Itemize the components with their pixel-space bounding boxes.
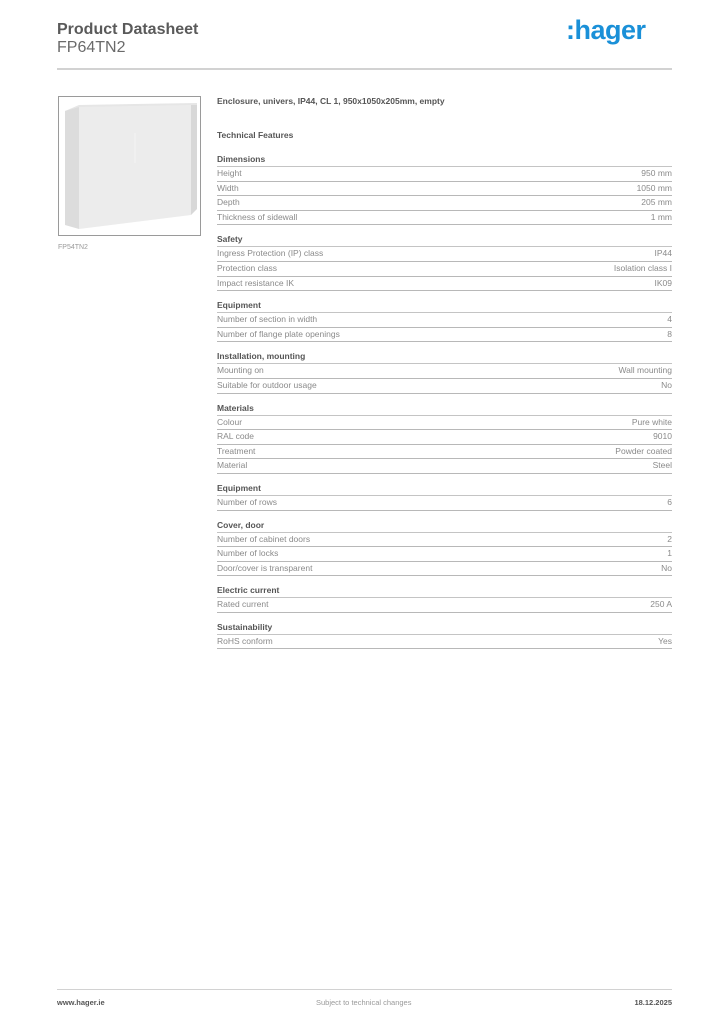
feature-section (217, 482, 672, 511)
feature-sections (217, 153, 672, 649)
feature-label: Depth (217, 197, 240, 208)
product-image (58, 96, 201, 236)
image-caption: FP54TN2 (58, 244, 88, 251)
feature-row (217, 262, 672, 277)
section-title: Cover, door (217, 519, 672, 533)
feature-value: 205 mm (641, 197, 672, 208)
footer-divider (57, 989, 672, 990)
feature-label: Number of rows (217, 496, 277, 507)
feature-value: 4 (667, 314, 672, 325)
feature-row (217, 445, 672, 460)
feature-label: Number of cabinet doors (217, 533, 311, 544)
feature-label: Protection class (217, 262, 277, 273)
feature-label: RoHS conform (217, 635, 273, 646)
feature-row (217, 533, 672, 548)
technical-features-heading: Technical Features (217, 130, 294, 140)
feature-section (217, 233, 672, 291)
feature-label: Suitable for outdoor usage (217, 379, 317, 390)
feature-label: RAL code (217, 431, 255, 442)
feature-row (217, 247, 672, 262)
feature-row (217, 277, 672, 292)
feature-value: No (661, 562, 672, 573)
feature-row (217, 379, 672, 394)
feature-label: Mounting on (217, 365, 264, 376)
feature-row (217, 430, 672, 445)
feature-label: Number of flange plate openings (217, 328, 340, 339)
feature-value: Pure white (631, 416, 672, 427)
feature-value: 8 (667, 328, 672, 339)
feature-section (217, 402, 672, 474)
feature-value: Yes (658, 635, 672, 646)
feature-label: Width (217, 182, 239, 193)
feature-label: Door/cover is transparent (217, 562, 313, 573)
feature-value: 9010 (653, 431, 672, 442)
footer-date: 18.12.2025 (634, 998, 672, 1007)
feature-section (217, 584, 672, 613)
feature-label: Colour (217, 416, 243, 427)
footer-notice: Subject to technical changes (316, 998, 412, 1007)
section-title: Equipment (217, 482, 672, 496)
page-title: Product Datasheet (57, 21, 199, 38)
feature-row (217, 328, 672, 343)
feature-row (217, 167, 672, 182)
feature-value: IK09 (654, 277, 672, 288)
feature-label: Treatment (217, 445, 256, 456)
header-divider (57, 68, 672, 70)
feature-label: Number of locks (217, 548, 279, 559)
product-code: FP64TN2 (57, 39, 126, 56)
feature-value: 1050 mm (636, 182, 672, 193)
feature-label: Rated current (217, 599, 269, 610)
feature-section (217, 299, 672, 342)
feature-value: Powder coated (615, 445, 672, 456)
feature-row (217, 459, 672, 474)
feature-value: 250 A (650, 599, 672, 610)
feature-label: Impact resistance IK (217, 277, 295, 288)
section-title: Equipment (217, 299, 672, 313)
section-title: Installation, mounting (217, 350, 672, 364)
feature-row (217, 196, 672, 211)
product-description: Enclosure, univers, IP44, CL 1, 950x1050x205mm, empty (217, 96, 445, 106)
feature-row (217, 364, 672, 379)
hager-logo: :hager (566, 15, 646, 45)
feature-row (217, 416, 672, 431)
feature-row (217, 211, 672, 226)
feature-label: Thickness of sidewall (217, 211, 298, 222)
feature-section (217, 153, 672, 225)
section-title: Safety (217, 233, 672, 247)
feature-label: Ingress Protection (IP) class (217, 248, 324, 259)
feature-value: No (661, 379, 672, 390)
feature-value: Steel (652, 460, 672, 471)
feature-value: Wall mounting (618, 365, 672, 376)
section-title: Electric current (217, 584, 672, 598)
feature-section (217, 519, 672, 577)
feature-row (217, 562, 672, 577)
feature-row (217, 598, 672, 613)
feature-value: 2 (667, 533, 672, 544)
footer-website-link[interactable]: www.hager.ie (57, 998, 105, 1007)
feature-value: 1 (667, 548, 672, 559)
feature-row (217, 496, 672, 511)
enclosure-image (59, 97, 200, 235)
feature-value: 1 mm (650, 211, 672, 222)
feature-row (217, 547, 672, 562)
feature-row (217, 182, 672, 197)
feature-value: Isolation class I (613, 262, 672, 273)
datasheet-content (217, 95, 672, 657)
feature-label: Material (217, 460, 248, 471)
feature-section (217, 621, 672, 650)
feature-section (217, 350, 672, 393)
feature-value: 6 (667, 496, 672, 507)
feature-value: 950 mm (641, 168, 672, 178)
feature-value: IP44 (654, 248, 672, 259)
section-title: Materials (217, 402, 672, 416)
section-title: Dimensions (217, 153, 672, 167)
section-title: Sustainability (217, 621, 672, 635)
feature-label: Height (217, 168, 242, 178)
feature-row (217, 635, 672, 650)
feature-row (217, 313, 672, 328)
feature-label: Number of section in width (217, 314, 318, 325)
